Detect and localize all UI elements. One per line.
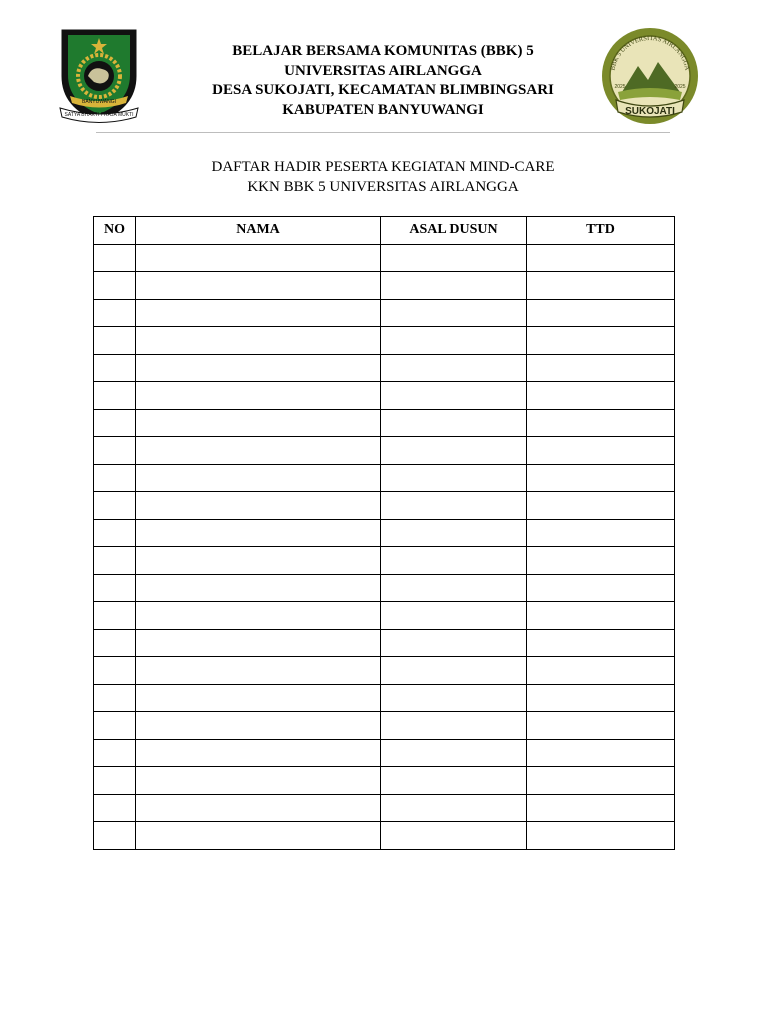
cell-ttd[interactable] bbox=[527, 354, 675, 382]
cell-nama[interactable] bbox=[136, 629, 381, 657]
cell-ttd[interactable] bbox=[527, 244, 675, 272]
cell-no[interactable] bbox=[94, 767, 136, 795]
document-subtitle bbox=[96, 158, 670, 197]
cell-nama[interactable] bbox=[136, 492, 381, 520]
cell-nama[interactable] bbox=[136, 602, 381, 630]
cell-asal-dusun[interactable] bbox=[381, 437, 527, 465]
cell-asal-dusun[interactable] bbox=[381, 354, 527, 382]
cell-nama[interactable] bbox=[136, 822, 381, 850]
table-row bbox=[94, 382, 675, 410]
cell-nama[interactable] bbox=[136, 657, 381, 685]
cell-nama[interactable] bbox=[136, 327, 381, 355]
cell-nama[interactable] bbox=[136, 244, 381, 272]
cell-nama[interactable] bbox=[136, 574, 381, 602]
table-row bbox=[94, 602, 675, 630]
cell-asal-dusun[interactable] bbox=[381, 244, 527, 272]
table-row bbox=[94, 712, 675, 740]
cell-no[interactable] bbox=[94, 409, 136, 437]
emblem-ribbon-bottom-text: SATYA BHAKTI PRAJA MUKTI bbox=[64, 112, 134, 118]
table-row bbox=[94, 354, 675, 382]
cell-ttd[interactable] bbox=[527, 519, 675, 547]
table-header-row bbox=[94, 217, 675, 245]
cell-asal-dusun[interactable] bbox=[381, 684, 527, 712]
cell-ttd[interactable] bbox=[527, 794, 675, 822]
cell-ttd[interactable] bbox=[527, 327, 675, 355]
cell-asal-dusun[interactable] bbox=[381, 712, 527, 740]
badge-year-left: 2025 bbox=[614, 84, 626, 90]
subtitle-line-1: DAFTAR HADIR PESERTA KEGIATAN MIND-CARE bbox=[211, 159, 555, 175]
cell-asal-dusun[interactable] bbox=[381, 519, 527, 547]
cell-no[interactable] bbox=[94, 684, 136, 712]
cell-nama[interactable] bbox=[136, 409, 381, 437]
cell-ttd[interactable] bbox=[527, 657, 675, 685]
header-divider bbox=[96, 132, 670, 133]
cell-no[interactable] bbox=[94, 299, 136, 327]
cell-no[interactable] bbox=[94, 574, 136, 602]
cell-no[interactable] bbox=[94, 244, 136, 272]
cell-no[interactable] bbox=[94, 547, 136, 575]
cell-nama[interactable] bbox=[136, 382, 381, 410]
cell-asal-dusun[interactable] bbox=[381, 327, 527, 355]
cell-asal-dusun[interactable] bbox=[381, 794, 527, 822]
cell-asal-dusun[interactable] bbox=[381, 547, 527, 575]
table-row bbox=[94, 409, 675, 437]
table-row bbox=[94, 629, 675, 657]
cell-no[interactable] bbox=[94, 464, 136, 492]
badge-ring-text: BBK 5 UNIVERSITAS AIRLANGGA bbox=[609, 34, 691, 72]
cell-nama[interactable] bbox=[136, 767, 381, 795]
cell-no[interactable] bbox=[94, 794, 136, 822]
subtitle-line-2: KKN BBK 5 UNIVERSITAS AIRLANGGA bbox=[247, 178, 519, 195]
cell-nama[interactable] bbox=[136, 272, 381, 300]
document-header bbox=[150, 42, 616, 120]
table-row bbox=[94, 547, 675, 575]
cell-no[interactable] bbox=[94, 382, 136, 410]
cell-asal-dusun[interactable] bbox=[381, 409, 527, 437]
table-row bbox=[94, 464, 675, 492]
cell-nama[interactable] bbox=[136, 684, 381, 712]
cell-no[interactable] bbox=[94, 272, 136, 300]
badge-year-right: 2025 bbox=[674, 84, 686, 90]
emblem-ribbon-top-text: BANYUWANGI bbox=[82, 99, 116, 105]
cell-nama[interactable] bbox=[136, 354, 381, 382]
table-row bbox=[94, 327, 675, 355]
cell-ttd[interactable] bbox=[527, 822, 675, 850]
cell-no[interactable] bbox=[94, 629, 136, 657]
cell-nama[interactable] bbox=[136, 519, 381, 547]
cell-asal-dusun[interactable] bbox=[381, 272, 527, 300]
cell-ttd[interactable] bbox=[527, 382, 675, 410]
table-row bbox=[94, 244, 675, 272]
banyuwangi-regency-emblem bbox=[56, 24, 142, 124]
cell-nama[interactable] bbox=[136, 794, 381, 822]
header-line-1: BELAJAR BERSAMA KOMUNITAS (BBK) 5 bbox=[232, 43, 534, 59]
cell-ttd[interactable] bbox=[527, 684, 675, 712]
cell-nama[interactable] bbox=[136, 712, 381, 740]
cell-ttd[interactable] bbox=[527, 409, 675, 437]
cell-asal-dusun[interactable] bbox=[381, 299, 527, 327]
cell-ttd[interactable] bbox=[527, 574, 675, 602]
table-row bbox=[94, 519, 675, 547]
cell-asal-dusun[interactable] bbox=[381, 492, 527, 520]
cell-no[interactable] bbox=[94, 437, 136, 465]
cell-asal-dusun[interactable] bbox=[381, 464, 527, 492]
cell-ttd[interactable] bbox=[527, 547, 675, 575]
table-row bbox=[94, 272, 675, 300]
cell-asal-dusun[interactable] bbox=[381, 382, 527, 410]
attendance-table bbox=[93, 216, 675, 850]
table-row bbox=[94, 299, 675, 327]
cell-no[interactable] bbox=[94, 327, 136, 355]
table-row bbox=[94, 684, 675, 712]
cell-ttd[interactable] bbox=[527, 629, 675, 657]
cell-nama[interactable] bbox=[136, 739, 381, 767]
table-row bbox=[94, 767, 675, 795]
badge-banner-text: SUKOJATI bbox=[625, 106, 675, 117]
cell-asal-dusun[interactable] bbox=[381, 629, 527, 657]
header-line-3: DESA SUKOJATI, KECAMATAN BLIMBINGSARI bbox=[212, 82, 554, 98]
table-row bbox=[94, 492, 675, 520]
cell-ttd[interactable] bbox=[527, 437, 675, 465]
cell-ttd[interactable] bbox=[527, 739, 675, 767]
cell-asal-dusun[interactable] bbox=[381, 657, 527, 685]
cell-asal-dusun[interactable] bbox=[381, 574, 527, 602]
cell-ttd[interactable] bbox=[527, 602, 675, 630]
cell-ttd[interactable] bbox=[527, 712, 675, 740]
column-header-nama: NAMA bbox=[136, 217, 381, 245]
cell-no[interactable] bbox=[94, 739, 136, 767]
cell-asal-dusun[interactable] bbox=[381, 602, 527, 630]
cell-no[interactable] bbox=[94, 712, 136, 740]
cell-nama[interactable] bbox=[136, 464, 381, 492]
column-header-ttd: TTD bbox=[527, 217, 675, 245]
cell-no[interactable] bbox=[94, 657, 136, 685]
cell-no[interactable] bbox=[94, 822, 136, 850]
cell-asal-dusun[interactable] bbox=[381, 822, 527, 850]
header-line-4: KABUPATEN BANYUWANGI bbox=[282, 101, 484, 118]
cell-no[interactable] bbox=[94, 519, 136, 547]
cell-asal-dusun[interactable] bbox=[381, 767, 527, 795]
attendance-body bbox=[94, 244, 675, 849]
table-row bbox=[94, 794, 675, 822]
column-header-no: NO bbox=[94, 217, 136, 245]
table-row bbox=[94, 657, 675, 685]
cell-nama[interactable] bbox=[136, 299, 381, 327]
cell-ttd[interactable] bbox=[527, 767, 675, 795]
cell-no[interactable] bbox=[94, 492, 136, 520]
header-line-2: UNIVERSITAS AIRLANGGA bbox=[284, 62, 482, 79]
table-row bbox=[94, 574, 675, 602]
cell-ttd[interactable] bbox=[527, 299, 675, 327]
table-row bbox=[94, 437, 675, 465]
cell-asal-dusun[interactable] bbox=[381, 739, 527, 767]
cell-ttd[interactable] bbox=[527, 464, 675, 492]
cell-nama[interactable] bbox=[136, 547, 381, 575]
cell-nama[interactable] bbox=[136, 437, 381, 465]
table-row bbox=[94, 822, 675, 850]
cell-ttd[interactable] bbox=[527, 492, 675, 520]
cell-ttd[interactable] bbox=[527, 272, 675, 300]
table-row bbox=[94, 739, 675, 767]
column-header-asal-dusun: ASAL DUSUN bbox=[381, 217, 527, 245]
cell-no[interactable] bbox=[94, 354, 136, 382]
cell-no[interactable] bbox=[94, 602, 136, 630]
